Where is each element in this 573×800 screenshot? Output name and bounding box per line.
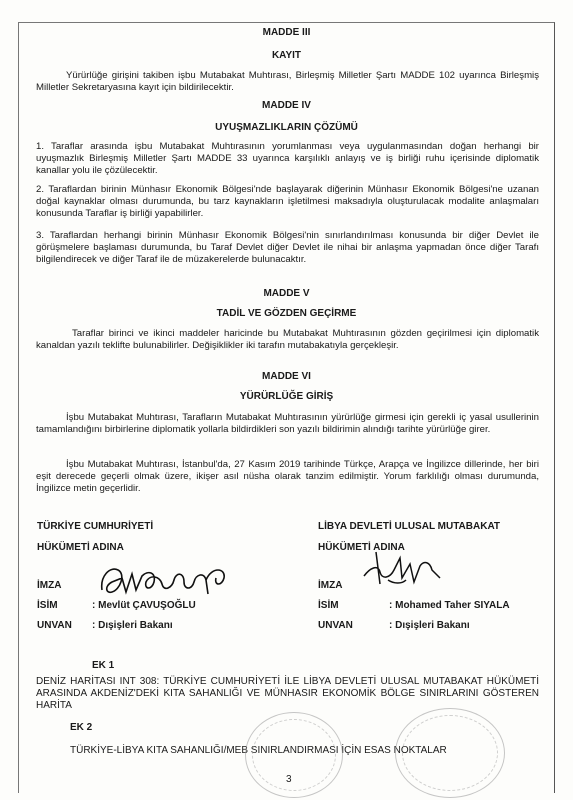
- right-isim-value: : Mohamed Taher SIYALA: [389, 600, 510, 611]
- left-unvan-value: : Dışişleri Bakanı: [92, 620, 173, 631]
- article-3-paragraph: Yürürlüğe girişini takiben işbu Mutabakat Muhtırası, Birleşmiş Milletler Şartı MADDE 102 uyarınca Birleşmiş Milletler Sekretaryasına kayıt için bildirilecektir.: [36, 70, 539, 94]
- right-signatory-line-1: LİBYA DEVLETİ ULUSAL MUTABAKAT: [318, 521, 501, 532]
- article-3-title: KAYIT: [271, 50, 302, 61]
- left-unvan-label: UNVAN: [37, 620, 72, 631]
- article-4-heading: MADDE IV: [262, 100, 311, 111]
- article-6-title: YÜRÜRLÜĞE GİRİŞ: [239, 391, 334, 402]
- article-5-title: TADİL VE GÖZDEN GEÇİRME: [216, 308, 357, 319]
- left-imza-label: İMZA: [37, 580, 62, 591]
- article-6-paragraph-1: İşbu Mutabakat Muhtırası, Tarafların Mutabakat Muhtırasının yürürlüğe girmesi için gerekli iç yasal usullerinin tamamlandığını birbirlerine diplomatik yollarla bildirdikleri son yazılı bildirimin alındığı tarihte yürürlüğe girer.: [36, 412, 539, 436]
- article-4-paragraph-1: 1. Taraflar arasında işbu Mutabakat Muhtırasının yorumlanması veya uygulanmasından doğan herhangi bir uyuşmazlık Birleşmiş Milletler Şartı MADDE 33 uyarınca karşılıklı anlayış ve iş birliği ruhu içerisinde diplomatik kanallar yolu ile çözülecektir.: [36, 141, 539, 177]
- article-4-title: UYUŞMAZLIKLARIN ÇÖZÜMÜ: [215, 122, 358, 133]
- left-signatory-line-1: TÜRKİYE CUMHURİYETİ: [37, 521, 154, 532]
- annex-1-label: EK 1: [92, 660, 115, 671]
- annex-2-label: EK 2: [70, 722, 93, 733]
- right-imza-label: İMZA: [318, 580, 343, 591]
- page-number: 3: [286, 774, 292, 785]
- annex-2-text: TÜRKİYE-LİBYA KITA SAHANLIĞI/MEB SINIRLANDIRMASI İÇİN ESAS NOKTALAR: [70, 745, 447, 756]
- official-seal-stamp-right: [395, 708, 505, 798]
- right-unvan-value: : Dışişleri Bakanı: [389, 620, 470, 631]
- official-seal-stamp: [245, 712, 343, 798]
- right-signature-image: [360, 548, 450, 588]
- annex-1-text: DENİZ HARİTASI INT 308: TÜRKİYE CUMHURİYETİ İLE LİBYA DEVLETİ ULUSAL MUTABAKAT HÜKÜMETİ ARASINDA AKDENİZ'DEKİ KITA SAHANLIĞI VE MÜNHASIR EKONOMİK BÖLGE SINIRLARINI GÖSTEREN HARİTA: [36, 676, 539, 712]
- left-isim-label: İSİM: [37, 600, 58, 611]
- right-unvan-label: UNVAN: [318, 620, 353, 631]
- article-6-paragraph-2: İşbu Mutabakat Muhtırası, İstanbul'da, 27 Kasım 2019 tarihinde Türkçe, Arapça ve İngilizce dillerinde, her biri eşit derecede geçerli olmak üzere, ikişer asıl nüsha olarak tanzim edilmiştir. Yorum farklılığı olması durumunda, İngilizce metin geçerlidir.: [36, 459, 539, 495]
- article-4-paragraph-3: 3. Taraflardan herhangi birinin Münhasır Ekonomik Bölgesi'nin sınırlandırılması konusunda bir diğer Devlet ile görüşmelere başlaması durumunda, bu Taraf Devlet diğer Devlet ile nihai bir anlaşma yapmadan önce diğer Tarafı bilgilendirecek ve diğer Taraf ile de müzakerelerde bulunacaktır.: [36, 230, 539, 266]
- right-signatory-line-2: HÜKÜMETİ ADINA: [318, 542, 405, 553]
- left-signatory-line-2: HÜKÜMETİ ADINA: [37, 542, 124, 553]
- article-3-heading: MADDE III: [262, 27, 311, 38]
- article-6-heading: MADDE VI: [262, 371, 311, 382]
- left-isim-value: : Mevlüt ÇAVUŞOĞLU: [92, 600, 196, 611]
- right-isim-label: İSİM: [318, 600, 339, 611]
- article-5-paragraph: Taraflar birinci ve ikinci maddeler haricinde bu Mutabakat Muhtırasının gözden geçirilmesi için diplomatik kanaldan yazılı teklifte bulunabilirler. Değişiklikler iki tarafın mutabakatıyla gerçekleşir.: [36, 328, 539, 352]
- article-4-paragraph-2: 2. Taraflardan birinin Münhasır Ekonomik Bölgesi'nde başlayarak diğerinin Münhasır Ekonomik Bölgesi'ne uzanan doğal kaynaklar olması durumunda, bu tarz kaynakların işletilmesi maksadıyla oluşturulacak modalite anlaşmaları konusunda Taraflar iş birliği yapabilirler.: [36, 184, 539, 220]
- left-signature-image: [96, 560, 236, 602]
- article-5-heading: MADDE V: [263, 288, 310, 299]
